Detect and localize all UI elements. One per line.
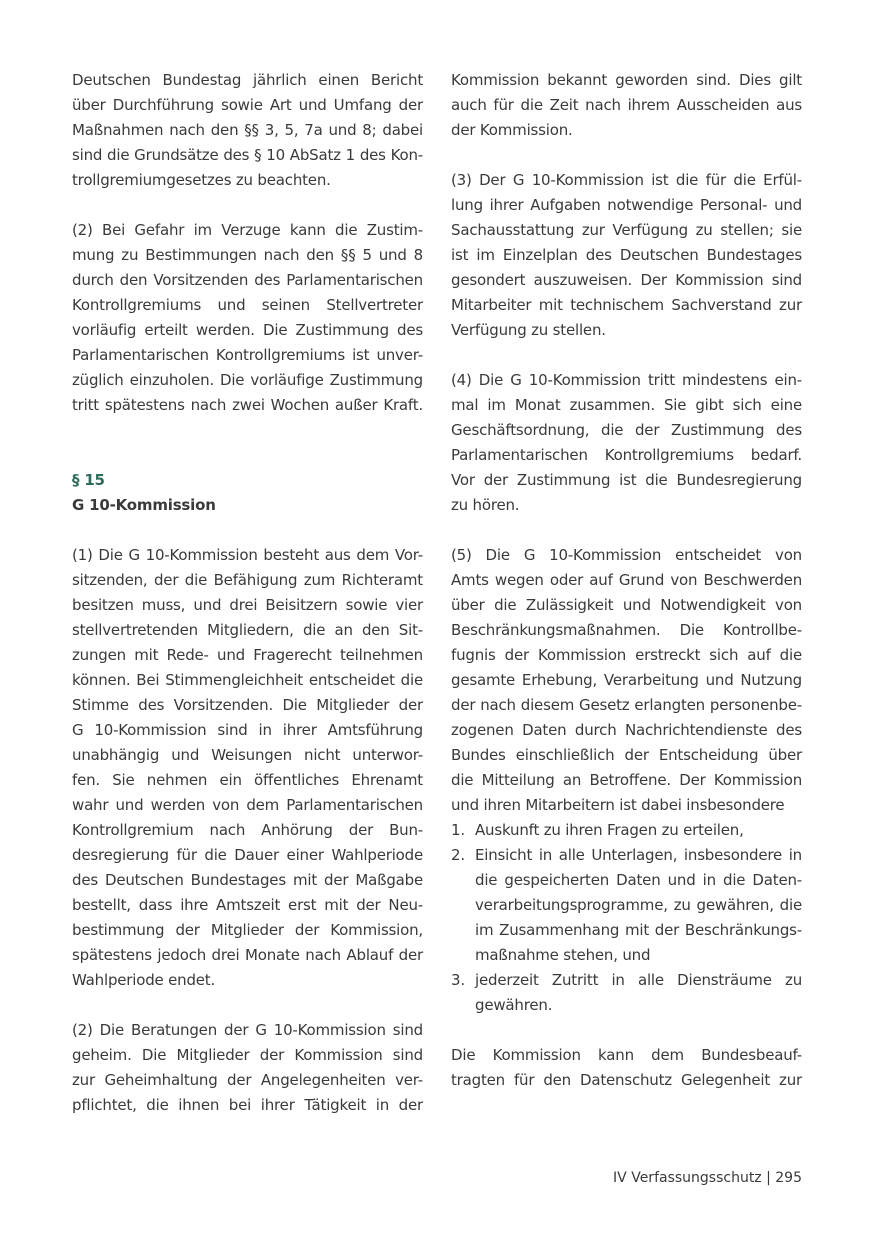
text-line: über die Zulässigkeit und Notwendigkeit von xyxy=(451,596,802,614)
text-line: zungen mit Rede- und Fragerecht teilnehmen xyxy=(72,646,423,664)
text-line: sitzenden, der die Befähigung zum Richteramt xyxy=(72,571,423,589)
text-line: (3) Der G 10-Kommission ist die für die Erfül- xyxy=(451,171,802,189)
text-line: Verfügung zu stellen. xyxy=(451,321,606,339)
text-line: mung zu Bestimmungen nach den §§ 5 und 8 xyxy=(72,246,423,264)
text-line: züglich einzuholen. Die vorläufige Zustimmung xyxy=(72,371,423,389)
paragraph-s5 xyxy=(451,543,802,818)
text-line: Stimme des Vorsitzenden. Die Mitglieder der xyxy=(72,696,423,714)
text-line: bestellt, dass ihre Amtszeit erst mit der Neu- xyxy=(72,896,423,914)
text-line: wahr und werden von dem Parlamentarischen xyxy=(72,796,423,814)
text-line: Maßnahmen nach den §§ 3, 5, 7a und 8; dabei xyxy=(72,121,423,139)
text-line: Wahlperiode endet. xyxy=(72,971,216,989)
text-line: tragten für den Datenschutz Gelegenheit zur xyxy=(451,1071,802,1089)
paragraph-2 xyxy=(72,218,423,418)
page-footer: IV Verfassungsschutz | 295 xyxy=(613,1170,802,1186)
list-item xyxy=(451,843,802,968)
paragraph-closing xyxy=(451,1043,802,1093)
right-column xyxy=(451,68,802,1093)
text-line: fen. Sie nehmen ein öffentliches Ehrenamt xyxy=(72,771,423,789)
spacer xyxy=(451,143,802,168)
list-item-number: 2. xyxy=(451,846,465,864)
text-line: verarbeitungsprogramme, zu gewähren, die xyxy=(475,896,802,914)
text-line: pflichtet, die ihnen bei ihrer Tätigkeit in der xyxy=(72,1096,423,1114)
text-line: (4) Die G 10-Kommission tritt mindestens ein- xyxy=(451,371,802,389)
paragraph-s2-continued xyxy=(451,68,802,143)
text-line: des Deutschen Bundestages mit der Maßgabe xyxy=(72,871,423,889)
text-line: G 10-Kommission sind in ihrer Amtsführung xyxy=(72,721,423,739)
section-number: § 15 xyxy=(72,471,105,489)
text-line: und ihren Mitarbeitern ist dabei insbesondere xyxy=(451,796,785,814)
text-line: lung ihrer Aufgaben notwendige Personal- und xyxy=(451,196,802,214)
text-line: zu hören. xyxy=(451,496,520,514)
spacer xyxy=(451,1018,802,1043)
text-line: (1) Die G 10-Kommission besteht aus dem Vor- xyxy=(72,546,423,564)
list-item-number: 3. xyxy=(451,971,465,989)
text-line: Auskunft zu ihren Fragen zu erteilen, xyxy=(475,821,744,839)
text-line: bestimmung der Mitglieder der Kommission, xyxy=(72,921,423,939)
text-line: die gespeicherten Daten und in die Daten- xyxy=(475,871,802,889)
text-line: auch für die Zeit nach ihrem Ausscheiden aus xyxy=(451,96,802,114)
spacer xyxy=(451,518,802,543)
text-line: die Mitteilung an Betroffene. Der Kommission xyxy=(451,771,802,789)
text-line: zur Geheimhaltung der Angelegenheiten ver- xyxy=(72,1071,423,1089)
text-line: Sachausstattung zur Verfügung zu stellen; sie xyxy=(451,221,802,239)
text-line: tritt spätestens nach zwei Wochen außer Kraft. xyxy=(72,396,423,414)
text-line: Kontrollgremiums und seinen Stellvertreter xyxy=(72,296,423,314)
text-line: unabhängig und Weisungen nicht unterwor- xyxy=(72,746,423,764)
list-item-number: 1. xyxy=(451,821,465,839)
text-line: Beschränkungsmaßnahmen. Die Kontrollbe- xyxy=(451,621,802,639)
paragraph-intro xyxy=(72,68,423,193)
paragraph-s3 xyxy=(451,168,802,343)
text-line: geheim. Die Mitglieder der Kommission sind xyxy=(72,1046,423,1064)
text-line: spätestens jedoch drei Monate nach Ablauf der xyxy=(72,946,423,964)
spacer xyxy=(72,418,423,468)
text-line: durch den Vorsitzenden des Parlamentarischen xyxy=(72,271,423,289)
text-line: Bundes einschließlich der Entscheidung über xyxy=(451,746,802,764)
text-line: Kontrollgremium nach Anhörung der Bun- xyxy=(72,821,423,839)
section-title: G 10-Kommission xyxy=(72,496,216,514)
spacer xyxy=(72,993,423,1018)
text-line: Einsicht in alle Unterlagen, insbesondere in xyxy=(475,846,802,864)
text-line: Amts wegen oder auf Grund von Beschwerden xyxy=(451,571,802,589)
paragraph-s2 xyxy=(72,1018,423,1118)
text-line: Die Kommission kann dem Bundesbeauf- xyxy=(451,1046,802,1064)
text-line: jederzeit Zutritt in alle Diensträume zu xyxy=(475,971,802,989)
text-line: (5) Die G 10-Kommission entscheidet von xyxy=(451,546,802,564)
text-line: mal im Monat zusammen. Sie gibt sich eine xyxy=(451,396,802,414)
text-line: trollgremiumgesetzes zu beachten. xyxy=(72,171,331,189)
text-line: gesamte Erhebung, Verarbeitung und Nutzung xyxy=(451,671,802,689)
text-line: Deutschen Bundestag jährlich einen Bericht xyxy=(72,71,423,89)
text-line: desregierung für die Dauer einer Wahlperiode xyxy=(72,846,423,864)
text-line: fugnis der Kommission erstreckt sich auf die xyxy=(451,646,802,664)
numbered-list xyxy=(451,818,802,1018)
text-line: Geschäftsordnung, die der Zustimmung des xyxy=(451,421,802,439)
text-line: gesondert auszuweisen. Der Kommission sind xyxy=(451,271,802,289)
text-line: besitzen muss, und drei Beisitzern sowie vier xyxy=(72,596,423,614)
text-line: gewähren. xyxy=(475,996,553,1014)
list-item xyxy=(451,818,802,843)
text-line: zogenen Daten durch Nachrichtendienste des xyxy=(451,721,802,739)
text-line: Vor der Zustimmung ist die Bundesregierung xyxy=(451,471,802,489)
paragraph-s4 xyxy=(451,368,802,518)
text-line: maßnahme stehen, und xyxy=(475,946,651,964)
text-line: stellvertretenden Mitgliedern, die an den Sit- xyxy=(72,621,423,639)
text-line: der Kommission. xyxy=(451,121,573,139)
text-line: im Zusammenhang mit der Beschränkungs- xyxy=(475,921,802,939)
text-line: über Durchführung sowie Art und Umfang der xyxy=(72,96,423,114)
text-line: Parlamentarischen Kontrollgremiums bedarf. xyxy=(451,446,802,464)
text-line: der nach diesem Gesetz erlangten personenbe- xyxy=(451,696,802,714)
text-line: Parlamentarischen Kontrollgremiums ist unver- xyxy=(72,346,423,364)
text-line: (2) Die Beratungen der G 10-Kommission sind xyxy=(72,1021,423,1039)
text-line: Kommission bekannt geworden sind. Dies gilt xyxy=(451,71,802,89)
text-line: können. Bei Stimmengleichheit entscheidet die xyxy=(72,671,423,689)
spacer xyxy=(451,343,802,368)
spacer xyxy=(72,518,423,543)
text-line: (2) Bei Gefahr im Verzuge kann die Zustim- xyxy=(72,221,423,239)
text-line: vorläufig erteilt werden. Die Zustimmung des xyxy=(72,321,423,339)
left-column xyxy=(72,68,423,1118)
paragraph-s1 xyxy=(72,543,423,993)
text-line: sind die Grundsätze des § 10 AbSatz 1 des Kon- xyxy=(72,146,423,164)
spacer xyxy=(72,193,423,218)
list-item xyxy=(451,968,802,1018)
text-line: ist im Einzelplan des Deutschen Bundestages xyxy=(451,246,802,264)
text-line: Mitarbeiter mit technischem Sachverstand zur xyxy=(451,296,802,314)
